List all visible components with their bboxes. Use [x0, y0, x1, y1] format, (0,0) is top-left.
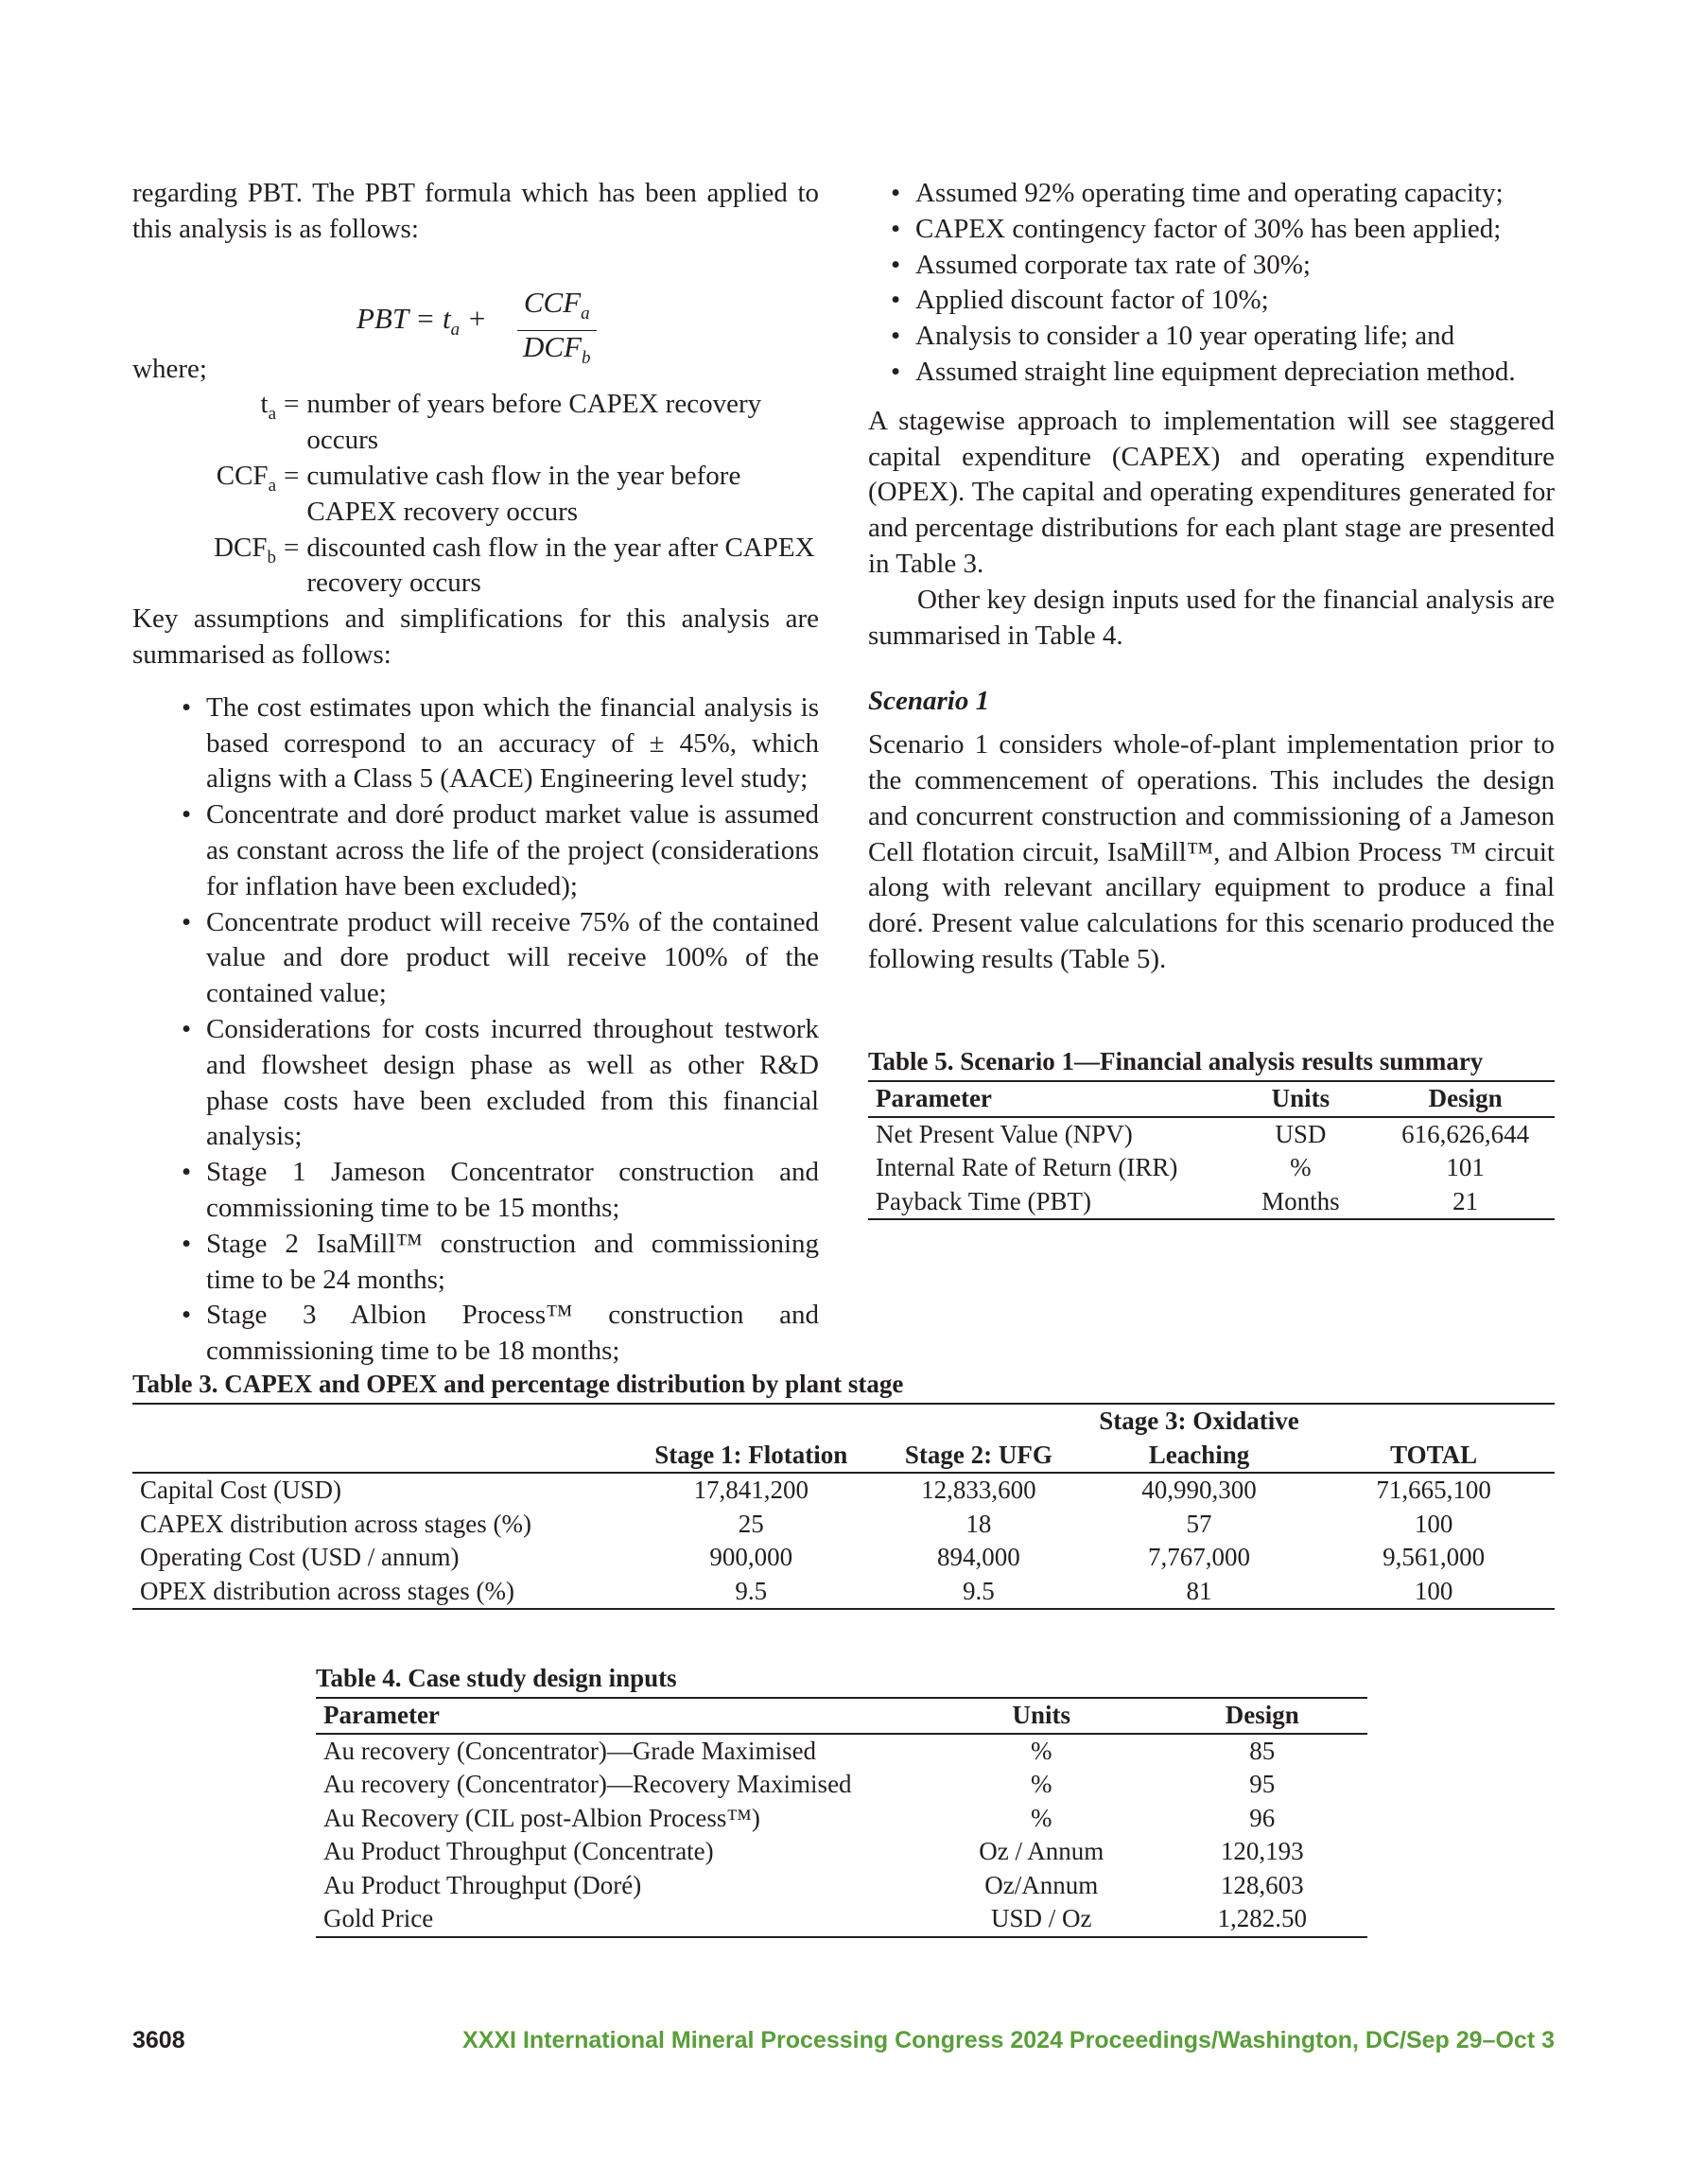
- table-row: [868, 1185, 1555, 1220]
- table-header: Units: [1012, 1701, 1071, 1729]
- bullet-item: • Stage 3 Albion Process™ construction and commissioning time to be 18 months;: [206, 1298, 819, 1370]
- table-cell: 100: [1414, 1576, 1453, 1605]
- table-5: [868, 1046, 1555, 1220]
- page-number: 3608: [132, 2027, 185, 2053]
- table-cell: 71,665,100: [1376, 1476, 1491, 1504]
- table-cell: %: [1031, 1736, 1052, 1765]
- table-cell: Capital Cost (USD): [140, 1476, 341, 1504]
- table-header: TOTAL: [1390, 1440, 1478, 1469]
- table-row: [132, 1473, 1555, 1508]
- table-row: [132, 1575, 1555, 1610]
- table-3-caption: Table 3. CAPEX and OPEX and percentage distribution by plant stage: [132, 1370, 904, 1398]
- table-row: [316, 1802, 1367, 1836]
- table-cell: 9.5: [962, 1576, 995, 1605]
- table-4: [316, 1663, 1367, 1938]
- table-cell: Au Product Throughput (Doré): [323, 1870, 642, 1899]
- page-footer: [132, 2027, 1555, 2065]
- table-cell: 7,767,000: [1147, 1543, 1250, 1571]
- table-cell: 96: [1249, 1803, 1276, 1832]
- table-header: Design: [1225, 1701, 1299, 1729]
- table-3: [132, 1369, 1555, 1610]
- conference-footer: XXXI International Mineral Processing Congress 2024 Proceedings/Washington, DC/Sep 29–Oct 3: [462, 2027, 1555, 2053]
- table-cell: %: [1031, 1803, 1052, 1832]
- bullet-item: • Concentrate product will receive 75% of the contained value and dore product will receive 100% of the contained value;: [206, 905, 819, 1012]
- bullet-item: • The cost estimates upon which the financial analysis is based correspond to an accuracy of ± 45%, which aligns with a Class 5 (AACE) Engineering level study;: [206, 690, 819, 797]
- table-header: Design: [1428, 1084, 1503, 1112]
- bullet-item: • Analysis to consider a 10 year operating life; and: [915, 319, 1555, 355]
- assumptions-intro: Key assumptions and simplifications for this analysis are summarised as follows:: [132, 603, 819, 670]
- table-cell: 120,193: [1220, 1837, 1304, 1865]
- table-cell: 85: [1249, 1736, 1276, 1765]
- pbt-formula: PBT = $t_a$ + $CCF_a$ $DCF_b$: [132, 248, 819, 352]
- table-cell: Oz/Annum: [984, 1870, 1099, 1899]
- definition-symbol: $CCF_a$: [216, 460, 276, 496]
- table-4-grid: [316, 1697, 1367, 1938]
- table-cell: 894,000: [936, 1543, 1020, 1571]
- scenario-heading: Scenario 1: [868, 686, 990, 717]
- where-label: where;: [132, 353, 207, 384]
- bullet-item: • Assumed 92% operating time and operating capacity;: [915, 176, 1555, 212]
- table-cell: Operating Cost (USD / annum): [140, 1543, 460, 1571]
- definition-row: $t_a$ = number of years before CAPEX recovery occurs: [132, 387, 819, 459]
- table-header: Units: [1271, 1084, 1330, 1112]
- table-cell: CAPEX distribution across stages (%): [140, 1509, 531, 1538]
- table-cell: 25: [738, 1509, 764, 1538]
- table-cell: 12,833,600: [921, 1476, 1036, 1504]
- table-row: [132, 1541, 1555, 1575]
- table-cell: 100: [1414, 1509, 1453, 1538]
- table-row: [868, 1117, 1555, 1152]
- table-cell: OPEX distribution across stages (%): [140, 1576, 514, 1605]
- table-cell: Net Present Value (NPV): [876, 1119, 1133, 1148]
- table-cell: 95: [1249, 1770, 1276, 1798]
- table-cell: Oz / Annum: [979, 1837, 1104, 1865]
- bullet-item: • Assumed corporate tax rate of 30%;: [915, 248, 1555, 284]
- table-cell: Au Product Throughput (Concentrate): [323, 1837, 714, 1865]
- bullet-item: • CAPEX contingency factor of 30% has been applied;: [915, 212, 1555, 248]
- bullet-item: • Concentrate and doré product market value is assumed as constant across the life of the project (considerations for inflation have been excluded);: [206, 797, 819, 904]
- table-cell: 40,990,300: [1141, 1476, 1257, 1504]
- table-5-caption: Table 5. Scenario 1—Financial analysis results summary: [868, 1047, 1484, 1075]
- table-row: [132, 1508, 1555, 1542]
- design-inputs-paragraph: Other key design inputs used for the financial analysis are summarised in Table 4.: [868, 584, 1555, 651]
- table-cell: 57: [1186, 1509, 1212, 1538]
- bullet-item: • Stage 2 IsaMill™ construction and commissioning time to be 24 months;: [206, 1227, 819, 1299]
- table-row: [316, 1902, 1367, 1937]
- table-cell: USD / Oz: [991, 1904, 1092, 1932]
- table-row: [316, 1734, 1367, 1769]
- table-cell: Months: [1261, 1186, 1340, 1215]
- table-cell: 616,626,644: [1401, 1119, 1530, 1148]
- definition-text: number of years before CAPEX recovery occurs: [306, 389, 762, 456]
- table-cell: 1,282.50: [1217, 1904, 1308, 1932]
- table-cell: Internal Rate of Return (IRR): [876, 1153, 1178, 1181]
- table-4-caption: Table 4. Case study design inputs: [316, 1664, 677, 1692]
- definition-symbol: $t_a$: [260, 389, 276, 425]
- definition-row: $DCF_b$ = discounted cash flow in the year after CAPEX recovery occurs: [132, 531, 819, 603]
- table-5-grid: [868, 1080, 1555, 1220]
- table-row: [316, 1835, 1367, 1869]
- table-row: [316, 1869, 1367, 1903]
- bullet-item: • Assumed straight line equipment depreciation method.: [915, 355, 1555, 391]
- table-cell: Au recovery (Concentrator)—Grade Maximised: [323, 1736, 817, 1765]
- definition-text: discounted cash flow in the year after CAPEX recovery occurs: [306, 532, 815, 599]
- table-cell: 101: [1446, 1153, 1485, 1181]
- table-header: Stage 2: UFG: [904, 1440, 1052, 1469]
- table-cell: 9.5: [735, 1576, 768, 1605]
- table-row: [316, 1768, 1367, 1802]
- scenario-paragraph: Scenario 1 considers whole-of-plant implementation prior to the commencement of operations. This includes the design and concurrent construction and commissioning of a Jameson Cell flotation circuit, IsaMill™, and Albion Process ™ circuit along with relevant ancillary equipment to produce a final doré. Present value calculations for this scenario produced the following results (Table 5).: [868, 729, 1555, 974]
- definition-row: $CCF_a$ = cumulative cash flow in the year before CAPEX recovery occurs: [132, 459, 819, 531]
- table-cell: 18: [965, 1509, 992, 1538]
- table-cell: 9,561,000: [1383, 1543, 1486, 1571]
- table-header: Parameter: [876, 1084, 992, 1112]
- table-cell: USD: [1275, 1119, 1327, 1148]
- definition-text: cumulative cash flow in the year before CAPEX recovery occurs: [306, 460, 741, 527]
- stagewise-paragraph: A stagewise approach to implementation will see staggered capital expenditure (CAPEX) and operating expenditure (OPEX). The capital and operating expenditures generated for and percentage distributions for each plant stage are presented in Table 3.: [868, 405, 1555, 579]
- bullet-item: • Applied discount factor of 10%;: [915, 283, 1555, 319]
- table-cell: Payback Time (PBT): [876, 1186, 1092, 1215]
- intro-paragraph: regarding PBT. The PBT formula which has been applied to this analysis is as follows:: [132, 178, 819, 244]
- table-cell: Gold Price: [323, 1904, 434, 1932]
- formula-definitions: [132, 387, 819, 602]
- table-header: Stage 3: Oxidative: [1099, 1406, 1299, 1435]
- formula-fraction: $CCF_a$ $DCF_b$: [517, 287, 597, 375]
- left-column: [132, 176, 819, 1370]
- table-cell: 128,603: [1220, 1870, 1304, 1899]
- bullet-item: • Considerations for costs incurred throughout testwork and flowsheet design phase as well as other R&D phase costs have been excluded from this financial analysis;: [206, 1012, 819, 1155]
- table-cell: Au recovery (Concentrator)—Recovery Maximised: [323, 1770, 852, 1798]
- definition-symbol: $DCF_b$: [214, 532, 276, 568]
- table-3-grid: [132, 1403, 1555, 1610]
- assumptions-list-continued: [915, 176, 1555, 391]
- table-cell: %: [1290, 1153, 1312, 1181]
- table-cell: 21: [1452, 1186, 1479, 1215]
- bullet-item: • Stage 1 Jameson Concentrator construction and commissioning time to be 15 months;: [206, 1155, 819, 1227]
- table-cell: 81: [1186, 1576, 1212, 1605]
- table-cell: Au Recovery (CIL post-Albion Process™): [323, 1803, 760, 1832]
- table-row: [868, 1151, 1555, 1185]
- table-header: Leaching: [1148, 1440, 1250, 1469]
- table-cell: 900,000: [709, 1543, 793, 1571]
- formula-lhs: PBT = t: [357, 301, 451, 335]
- right-column: [868, 176, 1555, 978]
- assumptions-list: [206, 690, 819, 1370]
- table-header: Parameter: [323, 1701, 440, 1729]
- table-cell: %: [1031, 1770, 1052, 1798]
- table-header: Stage 1: Flotation: [654, 1440, 848, 1469]
- table-cell: 17,841,200: [693, 1476, 809, 1504]
